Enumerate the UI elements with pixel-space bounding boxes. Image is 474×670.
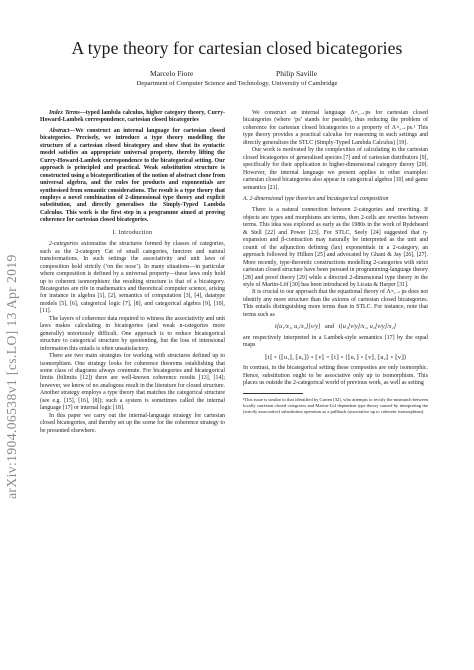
author-name: Philip Saville (276, 69, 318, 78)
paper-title: A type theory for cartesian closed bicategories (71, 38, 403, 58)
body-paragraph: In contrast, in the bicategorical setting these composites are only isomorphic. Hence, substitution ought to be associative only up to isomorphism. This places us outside the 2-categorical world of previous work, as well as setting (243, 365, 428, 386)
display-equation: ⟦t⟧ ∘ ⟨⟦u₁⟧, ⟦u₂⟧⟩ ∘ ⟦v⟧ = ⟦t⟧ ∘ ⟨⟦u₁⟧ ∘ ⟦v⟧, ⟦u₂⟧ ∘ ⟦v⟧⟩ (264, 353, 407, 361)
display-equation: t[u₁/x₁, u₂/x₂][v/y] and t[u₁[v/y]/x₁, u₂[v/y]/x₂] (274, 323, 397, 331)
footnote-rule (243, 393, 303, 394)
index-terms: Index Terms—typed lambda calculus, higher category theory, Curry-Howard-Lambek correspondence, cartesian closed bicategories (40, 110, 225, 124)
right-column (243, 110, 428, 414)
footnote: ¹This issue is similar to that identified by Curien [32], who attempts to rectify the mismatch between locally cartesian closed categories and Martin-Löf dependent type theory caused by interpreting the (strictly associative) substitution operation as a pullback (associative up to coherent isomorphism). (243, 397, 428, 414)
affiliation: Department of Computer Science and Technology, University of Cambridge (136, 80, 338, 87)
body-paragraph: We construct an internal language Λ×,→ps for cartesian closed bicategories (where ‘ps’ stands for pseudo), thus reducing the problem of coherence for cartesian closed bicategories to a property of Λ×,→ps.¹ This type theory provides a practical calculus for reasoning in such settings and directly generalises the STLC (Simply-Typed Lambda Calculus) [19]. (243, 110, 428, 146)
body-paragraph: are respectively interpreted in a Lambek-style semantics [17] by the equal maps (243, 334, 428, 349)
subsection-heading: A. 2-dimensional type theories and bicategorical composition (243, 195, 389, 202)
intro-paragraph: There are two main strategies for working with structures defined up to isomorphism. One strategy looks for coherence theorems establishing that some class of diagrams always commute. For bicategories and bicategorical limits (bilimits [12]) there are well-known coherence results [13], [14]; however, we know of no analogous result in the literature for closed structure. Another strategy employs a type theory that matches the categorical structure (see e.g. [15], [16], [8]); such a system is sometimes called the internal language [17] or internal logic [18]. (40, 353, 225, 412)
left-column (40, 110, 225, 435)
intro-paragraph: 2-categories axiomatise the structures formed by classes of categories, such as the 2-category Cat of small categories, functors and natural transformations. In such settings the associativity and unit laws of composition hold strictly (‘on the nose’). In many situations—in particular where composition is defined by a universal property—these laws only hold up to coherent isomorphism: the resulting structure is that of a bicategory. Bicategories are rife in mathematics and theoretical computer science, arising for instance in algebra [1], [2], semantics of computation [3], [4], datatype models [5], [6], categorical logic [7], [8], and categorical algebra [9], [10], [11]. (40, 241, 225, 315)
body-paragraph: It is crucial to our approach that the equational theory of Λ×,→ps does not identify any more structure than the axioms of cartesian closed bicategories. This entails distinguishing more terms than in STLC. For instance, note that terms such as (243, 289, 428, 318)
intro-paragraph: The layers of coherence data required to witness the associativity and unit laws makes calculating in bicategories (and weak n-categories more generally) notoriously difficult. One approach is to reduce bicategorical structure to categorical structure by quotienting, but the loss of intensional information this entails is often unsatisfactory. (40, 315, 225, 352)
intro-paragraph: In this paper we carry out the internal-language strategy for cartesian closed bicategories, and thereby set up the scene for the coherence strategy to be presented elsewhere. (40, 412, 225, 434)
body-paragraph: Our work is motivated by the complexities of calculating in the cartesian closed bicategories of generalised species [7] and of cartesian distributors [9], specifically for their application to higher-dimensional category theory [20]. However, the internal language we present applies to other examples: cartesian closed bicategories also appear in categorical algebra [10] and game semantics [21]. (243, 147, 428, 191)
arxiv-watermark: arXiv:1904.06538v1 [cs.LO] 13 Apr 2019 (4, 254, 19, 499)
section-heading: I. Introduction (112, 229, 153, 236)
body-paragraph: There is a natural connection between 2-categories and rewriting. If objects are types and morphisms are terms, then 2-cells are rewrites between terms. This idea was explored as early as the 1980s in the work of Rydeheard & Stell [22] and Power [23]. For STLC, Seely [24] suggested that η-expansion and β-contraction may naturally be interpreted as the unit and counit of the adjunction defining (lax) exponentials in a 2-category, an approach followed by Hilken [25] and advocated by Ghani & Jay [26], [27]. More recently, type-theoretic constructions modelling 2-categories with strict cartesian closed structure have been pursued in programming-language theory [28] and proof theory [29] while a directed 2-dimensional type theory in the style of Martin-Löf [30] has been introduced by Licata & Harper [31]. (243, 207, 428, 288)
author-name: Marcelo Fiore (150, 69, 194, 78)
abstract: Abstract—We construct an internal language for cartesian closed bicategories. Precisely, we introduce a type theory modelling the structure of a cartesian closed bicategory and show that its syntactic model satisfies an appropriate universal property, thereby lifting the Curry-Howard-Lambek correspondence to the bicategorical setting. Our approach is principled and practical. Weak substitution structure is constructed using a bicategorification of the notion of abstract clone from universal algebra, and the rules for products and exponentials are synthesised from semantic considerations. The result is a type theory that employs a novel combination of 2-dimensional type theory and explicit substitution, and directly generalises the Simply-Typed Lambda Calculus. This work is the first step in a programme aimed at proving coherence for cartesian closed bicategories. (40, 127, 225, 224)
